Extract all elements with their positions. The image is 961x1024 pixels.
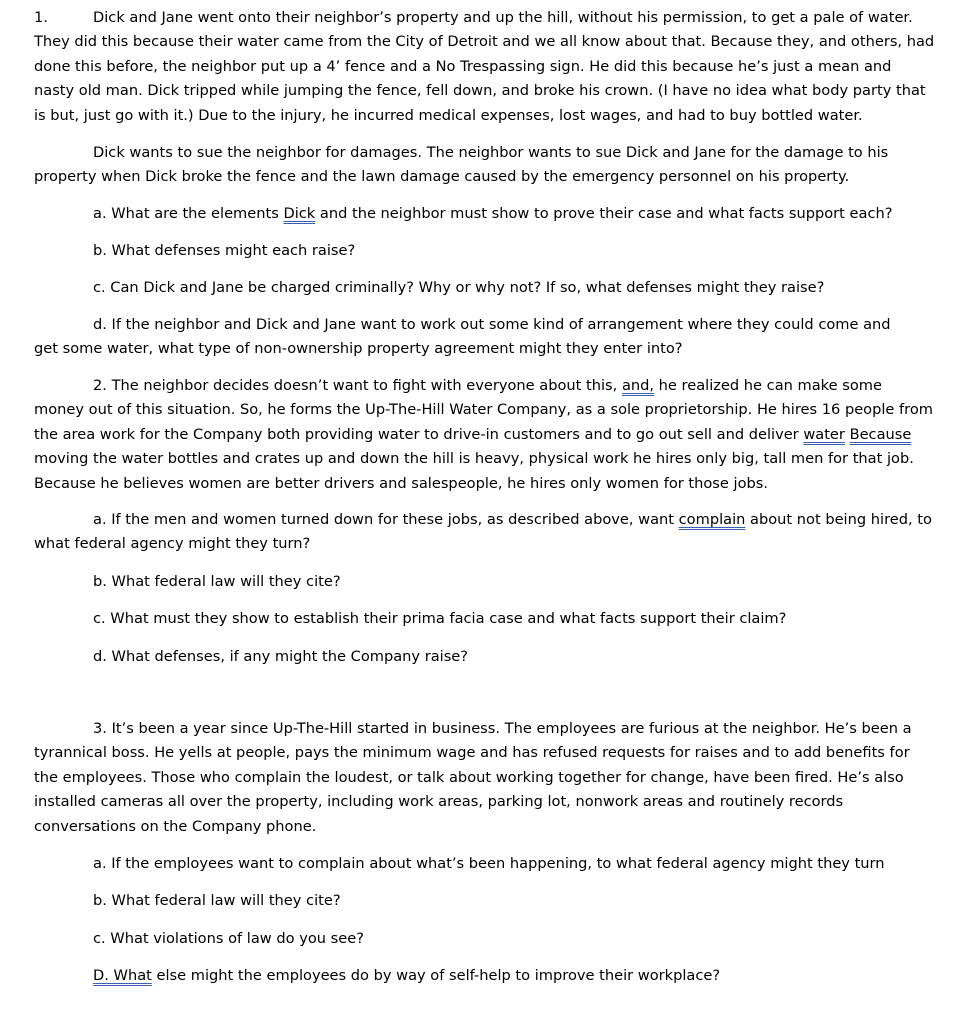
spellcheck-mark: and,: [621, 377, 655, 394]
question-1-number: 1.: [34, 9, 48, 26]
question-2d: d. What defenses, if any might the Company raise?: [93, 648, 469, 665]
spellcheck-mark: Dick: [283, 205, 316, 222]
spellcheck-mark: complain: [678, 511, 746, 528]
question-1-scenario-text: Dick and Jane went onto their neighbor’s property and up the hill, without his permission, to get a pale of water. They did this because their water came from the City of Detroit and we all know about that. Because they, and others, had done this before, the neighbor put up a 4’ fence and a No Trespassing sign. He did this because he’s just a mean and nasty old man. Dick tripped while jumping the fence, fell down, and broke his crown. (I have no idea what body party that is but, just go with it.) Due to the injury, he incurred medical expenses, lost wages, and had to buy bottled water.: [34, 9, 935, 124]
question-1d: d. If the neighbor and Dick and Jane want to work out some kind of arrangement where they could come and get some water, what type of non-ownership property agreement might they enter into?: [34, 316, 891, 357]
question-3a: a. If the employees want to complain about what’s been happening, to what federal agency might they turn: [93, 855, 885, 872]
question-3-scenario: 3. It’s been a year since Up-The-Hill started in business. The employees are furious at the neighbor. He’s been a tyrannical boss. He yells at people, pays the minimum wage and has refused requests for raises and to add benefits for the employees. Those who complain the loudest, or talk about working together for change, have been fired. He’s also installed cameras all over the property, including work areas, parking lot, nonwork areas and routinely records conversations on the Company phone.: [34, 720, 912, 835]
question-1a: a. What are the elements Dick and the neighbor must show to prove their case and what facts support each?: [93, 205, 893, 222]
spellcheck-mark: Because: [849, 425, 912, 443]
question-1c: c. Can Dick and Jane be charged criminally? Why or why not? If so, what defenses might they raise?: [93, 279, 825, 296]
question-3b: b. What federal law will they cite?: [93, 892, 341, 909]
question-1b: b. What defenses might each raise?: [93, 242, 356, 259]
question-1-scenario: [34, 6, 936, 128]
question-2b: b. What federal law will they cite?: [93, 573, 341, 590]
question-1-claims: [34, 141, 936, 190]
question-2c: c. What must they show to establish their prima facia case and what facts support their claim?: [93, 610, 787, 627]
question-2-scenario: 2. The neighbor decides doesn’t want to fight with everyone about this, and, he realized he can make some money out of this situation. So, he forms the Up-The-Hill Water Company, as a sole proprietorship. He hires 16 people from the area work for the Company both providing water to drive-in customers and to go out sell and deliver water Because moving the water bottles and crates up and down the hill is heavy, physical work he hires only big, tall men for that job. Because he believes women are better drivers and salespeople, he hires only women for those jobs.: [34, 377, 934, 492]
question-3c: c. What violations of law do you see?: [93, 930, 364, 947]
question-1-claims-text: Dick wants to sue the neighbor for damages. The neighbor wants to sue Dick and Jane for the damage to his property when Dick broke the fence and the lawn damage caused by the emergency personnel on his property.: [34, 144, 889, 186]
spellcheck-mark: water: [803, 425, 845, 443]
question-3d: D. What else might the employees do by way of self-help to improve their workplace?: [93, 967, 721, 984]
spellcheck-mark: D. What: [93, 967, 152, 984]
question-2a: a. If the men and women turned down for these jobs, as described above, want complain about not being hired, to what federal agency might they turn?: [34, 511, 932, 553]
